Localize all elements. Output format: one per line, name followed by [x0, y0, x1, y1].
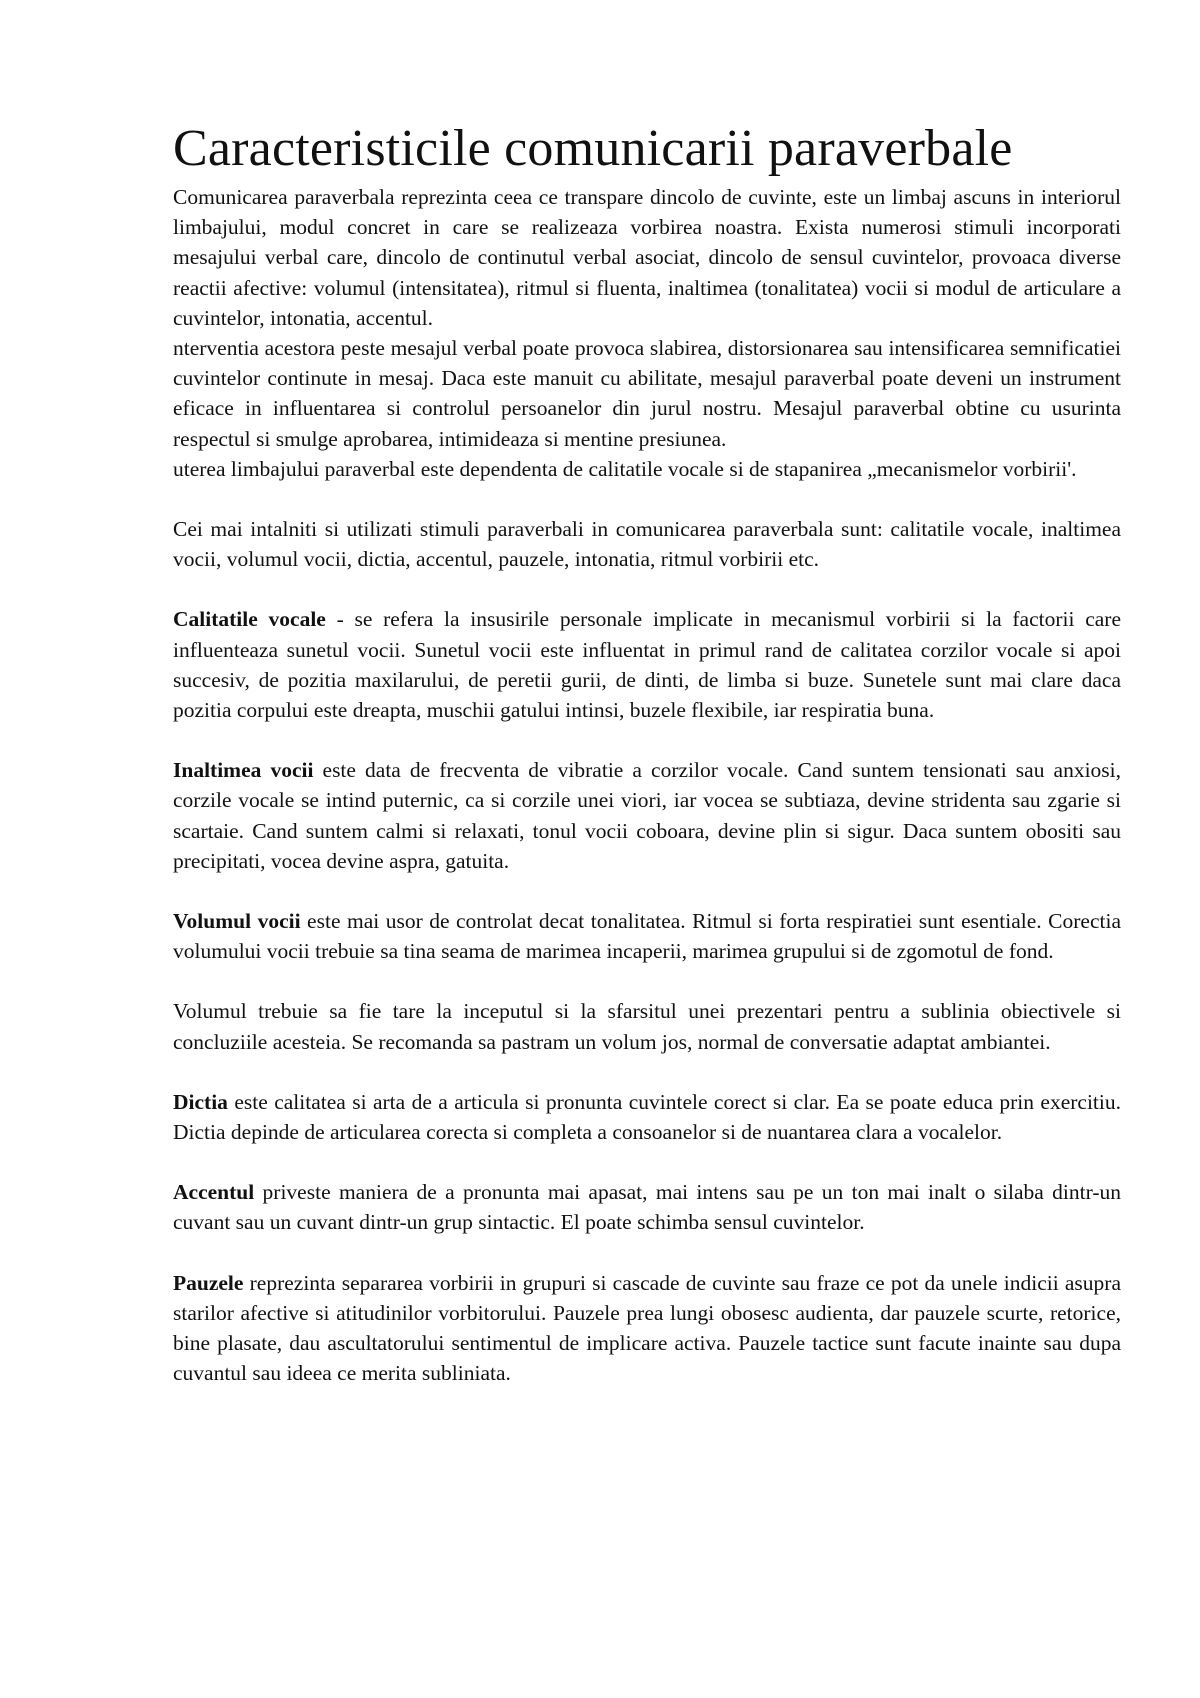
paragraph-calitatile-vocale [173, 604, 1121, 725]
paragraph-text: reprezinta separarea vorbirii in grupuri si cascade de cuvinte sau fraze ce pot da unele indicii asupra starilor afective si atitudinilor vorbitorului. Pauzele prea lungi obosesc audienta, dar pauzele scurte, retorice, bine plasate, dau ascultatorului sentimentul de implicare activa. Pauzele tactice sunt facute inainte sau dupa cuvantul sau ideea ce merita subliniata. [173, 1270, 1121, 1386]
term-inaltimea-vocii: Inaltimea vocii [173, 758, 314, 783]
paragraph-spacer [173, 1238, 1121, 1268]
paragraph-spacer [173, 574, 1121, 604]
paragraph-volumul-tare: Volumul trebuie sa fie tare la inceputul si la sfarsitul unei prezentari pentru a sublinia obiectivele si concluziile acesteia. Se recomanda sa pastram un volum jos, normal de conversatie adaptat ambiantei. [173, 999, 1121, 1054]
paragraph-spacer [173, 1057, 1121, 1087]
paragraph-text: este calitatea si arta de a articula si pronunta cuvintele corect si clar. Ea se poate educa prin exercitiu. Dictia depinde de articularea corecta si completa a consoanelor si de nuantarea clara a vocalelor. [173, 1089, 1121, 1145]
paragraph-text: priveste maniera de a pronunta mai apasat, mai intens sau pe un ton mai inalt o silaba dintr-un cuvant sau un cuvant dintr-un grup sintactic. El poate schimba sensul cuvintelor. [173, 1180, 1121, 1235]
paragraph-stimuli: Cei mai intalniti si utilizati stimuli paraverbali in comunicarea paraverbala sunt: calitatile vocale, inaltimea vocii, volumul vocii, dictia, accentul, pauzele, intonatia, ritmul vorbirii etc. [173, 517, 1121, 572]
paragraph-accentul [173, 1177, 1121, 1237]
paragraph-pauzele [173, 1268, 1121, 1389]
term-volumul-vocii: Volumul vocii [173, 909, 301, 934]
page-title: Caracteristicile comunicarii paraverbale [173, 120, 1013, 177]
document-page [173, 118, 1121, 1389]
paragraph-inaltimea-vocii [173, 755, 1121, 876]
paragraph-text: este data de frecventa de vibratie a corzilor vocale. Cand suntem tensionati sau anxiosi, corzile vocale se intind puternic, ca si corzile unei viori, iar vocea se subtiaza, devine stridenta sau zgarie si scartaie. Cand suntem calmi si relaxati, tonul vocii coboara, devine plin si sigur. Daca suntem obositi sau precipitati, vocea devine aspra, gatuita. [173, 758, 1122, 873]
paragraph-volumul-vocii [173, 906, 1121, 966]
paragraph-spacer [173, 876, 1121, 906]
paragraph-spacer [173, 1147, 1121, 1177]
term-calitatile-vocale: Calitatile vocale [173, 607, 326, 632]
paragraph-spacer [173, 725, 1121, 755]
term-accentul: Accentul [173, 1180, 255, 1205]
paragraph-puterea: uterea limbajului paraverbal este dependenta de calitatile vocale si de stapanirea „mecanismelor vorbirii'. [173, 456, 1077, 481]
paragraph-spacer [173, 484, 1121, 514]
term-pauzele: Pauzele [173, 1270, 244, 1295]
paragraph-spacer [173, 966, 1121, 996]
paragraph-interventia: nterventia acestora peste mesajul verbal poate provoca slabirea, distorsionarea sau intensificarea semnificatiei cuvintelor continute in mesaj. Daca este manuit cu abilitate, mesajul paraverbal poate deveni un instrument eficace in influentarea si controlul persoanelor din jurul nostru. Mesajul paraverbal obtine cu usurinta respectul si smulge aprobarea, intimideaza si mentine presiunea. [173, 336, 1121, 451]
paragraph-intro: Comunicarea paraverbala reprezinta ceea ce transpare dincolo de cuvinte, este un limbaj ascuns in interiorul limbajului, modul concret in care se realizeaza vorbirea noastra. Exista numerosi stimuli incorporati mesajului verbal care, dincolo de continutul verbal asociat, dincolo de sensul cuvintelor, provoaca diverse reactii afective: volumul (intensitatea), ritmul si fluenta, inaltimea (tonalitatea) vocii si modul de articulare a cuvintelor, intonatia, accentul. [173, 185, 1121, 330]
paragraph-text: este mai usor de controlat decat tonalitatea. Ritmul si forta respiratiei sunt esentiale. Corectia volumului vocii trebuie sa tina seama de marimea incaperii, marimea grupului si de zgomotul de fond. [173, 909, 1121, 964]
paragraph-text: - se refera la insusirile personale implicate in mecanismul vorbirii si la factorii care influenteaza sunetul vocii. Sunetul vocii este influentat in primul rand de calitatea corzilor vocale si apoi succesiv, de pozitia maxilarului, de peretii gurii, de dinti, de limba si buze. Sunetele sunt mai clare daca pozitia corpului este dreapta, muschii gatului intinsi, buzele flexibile, iar respiratia buna. [173, 607, 1122, 723]
term-dictia: Dictia [173, 1089, 228, 1114]
paragraph-dictia [173, 1087, 1121, 1147]
